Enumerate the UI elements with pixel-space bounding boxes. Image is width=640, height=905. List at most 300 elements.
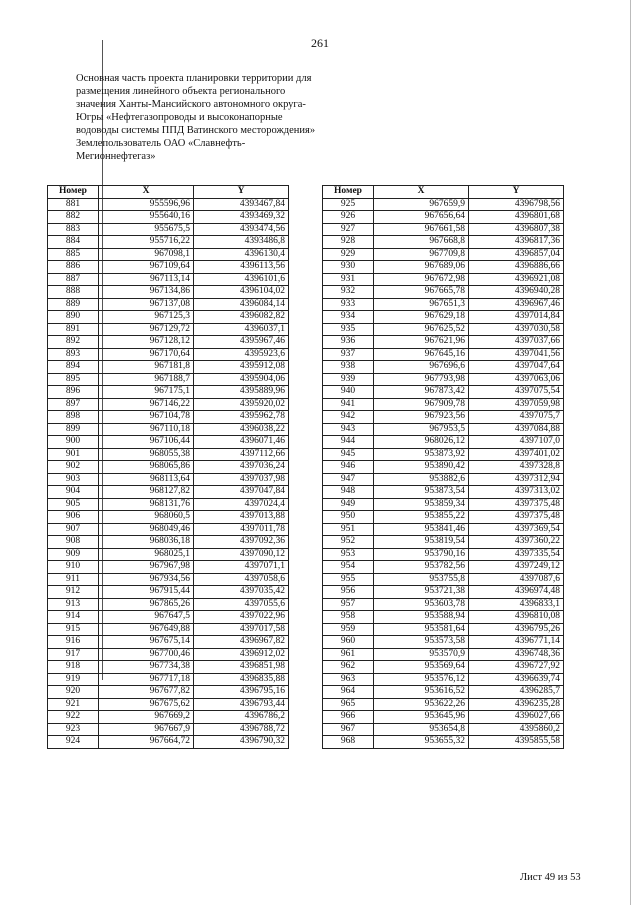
x-coordinate-cell: 953755,8	[374, 573, 469, 586]
point-number-cell: 945	[323, 448, 374, 461]
table-row	[323, 511, 564, 524]
point-number-cell: 892	[48, 336, 99, 349]
y-coordinate-cell: 4395920,02	[194, 398, 289, 411]
y-coordinate-cell: 4396027,66	[469, 711, 564, 724]
point-number-cell: 963	[323, 673, 374, 686]
point-number-cell: 942	[323, 411, 374, 424]
y-coordinate-cell: 4397037,98	[194, 473, 289, 486]
x-coordinate-cell: 967125,3	[99, 311, 194, 324]
table-row	[323, 273, 564, 286]
table-row	[48, 336, 289, 349]
x-coordinate-cell: 967675,62	[99, 698, 194, 711]
table-row	[323, 236, 564, 249]
x-coordinate-cell: 968036,18	[99, 536, 194, 549]
point-number-cell: 881	[48, 198, 99, 211]
x-coordinate-cell: 967134,86	[99, 286, 194, 299]
point-number-cell: 882	[48, 211, 99, 224]
x-coordinate-cell: 968055,38	[99, 448, 194, 461]
y-coordinate-cell: 4396851,98	[194, 661, 289, 674]
point-number-cell: 968	[323, 736, 374, 749]
point-number-cell: 915	[48, 623, 99, 636]
x-coordinate-cell: 953622,26	[374, 698, 469, 711]
point-number-cell: 890	[48, 311, 99, 324]
point-number-cell: 895	[48, 373, 99, 386]
table-row	[323, 386, 564, 399]
point-number-cell: 957	[323, 598, 374, 611]
table-row	[323, 248, 564, 261]
point-number-cell: 905	[48, 498, 99, 511]
point-number-cell: 897	[48, 398, 99, 411]
y-coordinate-cell: 4396235,28	[469, 698, 564, 711]
y-coordinate-cell: 4397335,54	[469, 548, 564, 561]
sheet-counter: Лист 49 из 53	[520, 872, 581, 883]
x-coordinate-cell: 968065,86	[99, 461, 194, 474]
point-number-cell: 954	[323, 561, 374, 574]
point-number-cell: 930	[323, 261, 374, 274]
point-number-cell: 961	[323, 648, 374, 661]
x-coordinate-cell: 953588,94	[374, 611, 469, 624]
x-coordinate-cell: 953645,96	[374, 711, 469, 724]
point-number-cell: 888	[48, 286, 99, 299]
x-coordinate-cell: 967625,52	[374, 323, 469, 336]
x-coordinate-cell: 967700,46	[99, 648, 194, 661]
table-row	[323, 261, 564, 274]
table-row	[48, 536, 289, 549]
point-number-cell: 940	[323, 386, 374, 399]
x-coordinate-cell: 953616,52	[374, 686, 469, 699]
table-row	[48, 361, 289, 374]
x-coordinate-cell: 968131,76	[99, 498, 194, 511]
x-coordinate-cell: 967665,78	[374, 286, 469, 299]
table-row	[323, 348, 564, 361]
x-coordinate-cell: 968026,12	[374, 436, 469, 449]
point-number-cell: 933	[323, 298, 374, 311]
table-row	[323, 636, 564, 649]
y-coordinate-cell: 4397107,0	[469, 436, 564, 449]
point-number-cell: 936	[323, 336, 374, 349]
table-row	[323, 736, 564, 749]
y-coordinate-cell: 4397017,58	[194, 623, 289, 636]
y-coordinate-cell: 4396912,02	[194, 648, 289, 661]
column-header-number: Номер	[323, 186, 374, 199]
table-row	[323, 423, 564, 436]
x-coordinate-cell: 967106,44	[99, 436, 194, 449]
x-coordinate-cell: 967664,72	[99, 736, 194, 749]
y-coordinate-cell: 4396793,44	[194, 698, 289, 711]
x-coordinate-cell: 968025,1	[99, 548, 194, 561]
point-number-cell: 959	[323, 623, 374, 636]
point-number-cell: 903	[48, 473, 99, 486]
point-number-cell: 944	[323, 436, 374, 449]
y-coordinate-cell: 4396921,08	[469, 273, 564, 286]
point-number-cell: 920	[48, 686, 99, 699]
point-number-cell: 913	[48, 598, 99, 611]
point-number-cell: 960	[323, 636, 374, 649]
x-coordinate-cell: 967113,14	[99, 273, 194, 286]
y-coordinate-cell: 4397047,64	[469, 361, 564, 374]
table-row	[48, 511, 289, 524]
table-row	[323, 361, 564, 374]
point-number-cell: 909	[48, 548, 99, 561]
table-row	[323, 698, 564, 711]
table-row	[48, 636, 289, 649]
table-row	[323, 536, 564, 549]
table-row	[48, 448, 289, 461]
point-number-cell: 932	[323, 286, 374, 299]
y-coordinate-cell: 4397369,54	[469, 523, 564, 536]
table-row	[323, 561, 564, 574]
table-row	[323, 336, 564, 349]
y-coordinate-cell: 4396130,4	[194, 248, 289, 261]
table-row	[48, 398, 289, 411]
y-coordinate-cell: 4396038,22	[194, 423, 289, 436]
table-row	[48, 661, 289, 674]
column-header-y: Y	[469, 186, 564, 199]
header-line: Основная часть проекта планировки территории для	[76, 73, 312, 84]
table-row	[323, 661, 564, 674]
x-coordinate-cell: 967953,5	[374, 423, 469, 436]
y-coordinate-cell: 4397035,42	[194, 586, 289, 599]
point-number-cell: 899	[48, 423, 99, 436]
point-number-cell: 956	[323, 586, 374, 599]
point-number-cell: 958	[323, 611, 374, 624]
y-coordinate-cell: 4397030,58	[469, 323, 564, 336]
y-coordinate-cell: 4397022,96	[194, 611, 289, 624]
point-number-cell: 911	[48, 573, 99, 586]
point-number-cell: 922	[48, 711, 99, 724]
table-row	[323, 473, 564, 486]
y-coordinate-cell: 4396101,6	[194, 273, 289, 286]
x-coordinate-cell: 967651,3	[374, 298, 469, 311]
table-row	[48, 461, 289, 474]
table-row	[323, 548, 564, 561]
table-row	[48, 673, 289, 686]
header-line: размещения линейного объекта регионального	[76, 86, 286, 97]
header-line: Югры «Нефтегазопроводы и высоконапорные	[76, 112, 283, 123]
x-coordinate-cell: 953721,38	[374, 586, 469, 599]
point-number-cell: 937	[323, 348, 374, 361]
x-coordinate-cell: 953573,58	[374, 636, 469, 649]
table-row	[48, 261, 289, 274]
table-row	[48, 236, 289, 249]
table-row	[323, 623, 564, 636]
y-coordinate-cell: 4396788,72	[194, 723, 289, 736]
point-number-cell: 934	[323, 311, 374, 324]
page-number: 261	[311, 36, 329, 50]
x-coordinate-cell: 967647,5	[99, 611, 194, 624]
table-row	[48, 223, 289, 236]
point-number-cell: 894	[48, 361, 99, 374]
scan-page-edge	[630, 0, 631, 905]
header-line: Землепользователь ОАО «Славнефть-	[76, 138, 246, 149]
x-coordinate-cell: 953570,9	[374, 648, 469, 661]
table-row	[323, 523, 564, 536]
x-coordinate-cell: 967629,18	[374, 311, 469, 324]
table-row	[48, 711, 289, 724]
point-number-cell: 923	[48, 723, 99, 736]
point-number-cell: 889	[48, 298, 99, 311]
table-row	[323, 286, 564, 299]
y-coordinate-cell: 4397036,24	[194, 461, 289, 474]
x-coordinate-cell: 967104,78	[99, 411, 194, 424]
y-coordinate-cell: 4396857,04	[469, 248, 564, 261]
table-row	[48, 436, 289, 449]
header-line: значения Ханты-Мансийского автономного округа-	[76, 99, 306, 110]
point-number-cell: 946	[323, 461, 374, 474]
table-row	[48, 548, 289, 561]
x-coordinate-cell: 953890,42	[374, 461, 469, 474]
header-line: Мегионнефтегаз»	[76, 151, 156, 162]
table-row	[323, 298, 564, 311]
table-row	[48, 698, 289, 711]
table-row	[48, 523, 289, 536]
point-number-cell: 900	[48, 436, 99, 449]
y-coordinate-cell: 4396771,14	[469, 636, 564, 649]
y-coordinate-cell: 4397249,12	[469, 561, 564, 574]
x-coordinate-cell: 968060,5	[99, 511, 194, 524]
header-line: водоводы системы ППД Ватинского месторождения»	[76, 125, 316, 136]
y-coordinate-cell: 4396795,16	[194, 686, 289, 699]
table-row	[323, 448, 564, 461]
point-number-cell: 887	[48, 273, 99, 286]
x-coordinate-cell: 953855,22	[374, 511, 469, 524]
y-coordinate-cell: 4397328,8	[469, 461, 564, 474]
point-number-cell: 919	[48, 673, 99, 686]
point-number-cell: 948	[323, 486, 374, 499]
y-coordinate-cell: 4397313,02	[469, 486, 564, 499]
y-coordinate-cell: 4395904,06	[194, 373, 289, 386]
y-coordinate-cell: 4396833,1	[469, 598, 564, 611]
y-coordinate-cell: 4397055,6	[194, 598, 289, 611]
table-row	[48, 211, 289, 224]
y-coordinate-cell: 4395889,96	[194, 386, 289, 399]
point-number-cell: 965	[323, 698, 374, 711]
point-number-cell: 953	[323, 548, 374, 561]
table-row	[323, 711, 564, 724]
table-row	[323, 611, 564, 624]
point-number-cell: 891	[48, 323, 99, 336]
y-coordinate-cell: 4397375,48	[469, 498, 564, 511]
table-row	[48, 273, 289, 286]
y-coordinate-cell: 4396037,1	[194, 323, 289, 336]
x-coordinate-cell: 967109,64	[99, 261, 194, 274]
table-row	[48, 586, 289, 599]
y-coordinate-cell: 4395855,58	[469, 736, 564, 749]
table-row	[323, 211, 564, 224]
point-number-cell: 917	[48, 648, 99, 661]
table-row	[48, 573, 289, 586]
y-coordinate-cell: 4397013,88	[194, 511, 289, 524]
x-coordinate-cell: 967909,78	[374, 398, 469, 411]
table-row	[48, 386, 289, 399]
y-coordinate-cell: 4395912,08	[194, 361, 289, 374]
x-coordinate-cell: 967668,8	[374, 236, 469, 249]
y-coordinate-cell: 4396071,46	[194, 436, 289, 449]
point-number-cell: 883	[48, 223, 99, 236]
y-coordinate-cell: 4397058,6	[194, 573, 289, 586]
y-coordinate-cell: 4397084,88	[469, 423, 564, 436]
point-number-cell: 962	[323, 661, 374, 674]
table-row	[323, 436, 564, 449]
x-coordinate-cell: 953882,6	[374, 473, 469, 486]
y-coordinate-cell: 4396727,92	[469, 661, 564, 674]
table-row	[48, 498, 289, 511]
y-coordinate-cell: 4396817,36	[469, 236, 564, 249]
table-row	[323, 586, 564, 599]
point-number-cell: 929	[323, 248, 374, 261]
table-row	[48, 473, 289, 486]
x-coordinate-cell: 967175,1	[99, 386, 194, 399]
point-number-cell: 893	[48, 348, 99, 361]
x-coordinate-cell: 967110,18	[99, 423, 194, 436]
point-number-cell: 952	[323, 536, 374, 549]
table-row	[48, 686, 289, 699]
x-coordinate-cell: 967649,88	[99, 623, 194, 636]
point-number-cell: 910	[48, 561, 99, 574]
x-coordinate-cell: 967098,1	[99, 248, 194, 261]
point-number-cell: 947	[323, 473, 374, 486]
y-coordinate-cell: 4397037,66	[469, 336, 564, 349]
point-number-cell: 906	[48, 511, 99, 524]
table-row	[48, 723, 289, 736]
table-row	[48, 348, 289, 361]
x-coordinate-cell: 967129,72	[99, 323, 194, 336]
table-row	[48, 373, 289, 386]
point-number-cell: 964	[323, 686, 374, 699]
column-header-x: X	[374, 186, 469, 199]
x-coordinate-cell: 953581,64	[374, 623, 469, 636]
document-header	[76, 72, 348, 163]
x-coordinate-cell: 953603,78	[374, 598, 469, 611]
table-header-row	[48, 186, 289, 199]
point-number-cell: 912	[48, 586, 99, 599]
y-coordinate-cell: 4397360,22	[469, 536, 564, 549]
table-row	[323, 498, 564, 511]
table-row	[48, 286, 289, 299]
x-coordinate-cell: 955716,22	[99, 236, 194, 249]
x-coordinate-cell: 953873,92	[374, 448, 469, 461]
point-number-cell: 941	[323, 398, 374, 411]
point-number-cell: 949	[323, 498, 374, 511]
point-number-cell: 918	[48, 661, 99, 674]
x-coordinate-cell: 967934,56	[99, 573, 194, 586]
point-number-cell: 939	[323, 373, 374, 386]
x-coordinate-cell: 967923,56	[374, 411, 469, 424]
x-coordinate-cell: 955675,5	[99, 223, 194, 236]
x-coordinate-cell: 967689,06	[374, 261, 469, 274]
y-coordinate-cell: 4397041,56	[469, 348, 564, 361]
x-coordinate-cell: 953569,64	[374, 661, 469, 674]
table-row	[48, 323, 289, 336]
y-coordinate-cell: 4396104,02	[194, 286, 289, 299]
column-header-x: X	[99, 186, 194, 199]
table-row	[48, 598, 289, 611]
x-coordinate-cell: 967672,98	[374, 273, 469, 286]
y-coordinate-cell: 4395967,46	[194, 336, 289, 349]
y-coordinate-cell: 4397087,6	[469, 573, 564, 586]
table-row	[323, 398, 564, 411]
table-row	[323, 723, 564, 736]
x-coordinate-cell: 967677,82	[99, 686, 194, 699]
y-coordinate-cell: 4396940,28	[469, 286, 564, 299]
x-coordinate-cell: 953819,54	[374, 536, 469, 549]
point-number-cell: 967	[323, 723, 374, 736]
x-coordinate-cell: 967675,14	[99, 636, 194, 649]
x-coordinate-cell: 967659,9	[374, 198, 469, 211]
point-number-cell: 938	[323, 361, 374, 374]
y-coordinate-cell: 4397014,84	[469, 311, 564, 324]
point-number-cell: 935	[323, 323, 374, 336]
table-row	[48, 198, 289, 211]
table-row	[323, 323, 564, 336]
x-coordinate-cell: 967621,96	[374, 336, 469, 349]
y-coordinate-cell: 4397090,12	[194, 548, 289, 561]
table-row	[323, 461, 564, 474]
y-coordinate-cell: 4397075,7	[469, 411, 564, 424]
y-coordinate-cell: 4396082,82	[194, 311, 289, 324]
coordinates-table-left	[47, 185, 289, 749]
point-number-cell: 916	[48, 636, 99, 649]
x-coordinate-cell: 967669,2	[99, 711, 194, 724]
table-row	[48, 411, 289, 424]
x-coordinate-cell: 967734,38	[99, 661, 194, 674]
point-number-cell: 921	[48, 698, 99, 711]
y-coordinate-cell: 4395923,6	[194, 348, 289, 361]
point-number-cell: 928	[323, 236, 374, 249]
point-number-cell: 884	[48, 236, 99, 249]
table-row	[323, 648, 564, 661]
x-coordinate-cell: 953654,8	[374, 723, 469, 736]
y-coordinate-cell: 4393486,8	[194, 236, 289, 249]
y-coordinate-cell: 4395962,78	[194, 411, 289, 424]
y-coordinate-cell: 4397063,06	[469, 373, 564, 386]
y-coordinate-cell: 4393467,84	[194, 198, 289, 211]
table-row	[48, 623, 289, 636]
x-coordinate-cell: 967128,12	[99, 336, 194, 349]
y-coordinate-cell: 4396748,36	[469, 648, 564, 661]
table-row	[323, 686, 564, 699]
table-row	[48, 311, 289, 324]
table-row	[323, 373, 564, 386]
table-row	[323, 311, 564, 324]
y-coordinate-cell: 4393474,56	[194, 223, 289, 236]
y-coordinate-cell: 4396084,14	[194, 298, 289, 311]
point-number-cell: 951	[323, 523, 374, 536]
y-coordinate-cell: 4396285,7	[469, 686, 564, 699]
table-row	[48, 561, 289, 574]
table-row	[48, 648, 289, 661]
table-row	[323, 598, 564, 611]
y-coordinate-cell: 4396795,26	[469, 623, 564, 636]
y-coordinate-cell: 4396786,2	[194, 711, 289, 724]
point-number-cell: 898	[48, 411, 99, 424]
point-number-cell: 924	[48, 736, 99, 749]
column-header-y: Y	[194, 186, 289, 199]
y-coordinate-cell: 4396967,46	[469, 298, 564, 311]
table-row	[48, 486, 289, 499]
table-row	[323, 223, 564, 236]
x-coordinate-cell: 967967,98	[99, 561, 194, 574]
point-number-cell: 955	[323, 573, 374, 586]
x-coordinate-cell: 967865,26	[99, 598, 194, 611]
table-row	[323, 411, 564, 424]
table-row	[48, 423, 289, 436]
y-coordinate-cell: 4393469,32	[194, 211, 289, 224]
point-number-cell: 901	[48, 448, 99, 461]
table-row	[48, 736, 289, 749]
x-coordinate-cell: 967656,64	[374, 211, 469, 224]
y-coordinate-cell: 4396801,68	[469, 211, 564, 224]
